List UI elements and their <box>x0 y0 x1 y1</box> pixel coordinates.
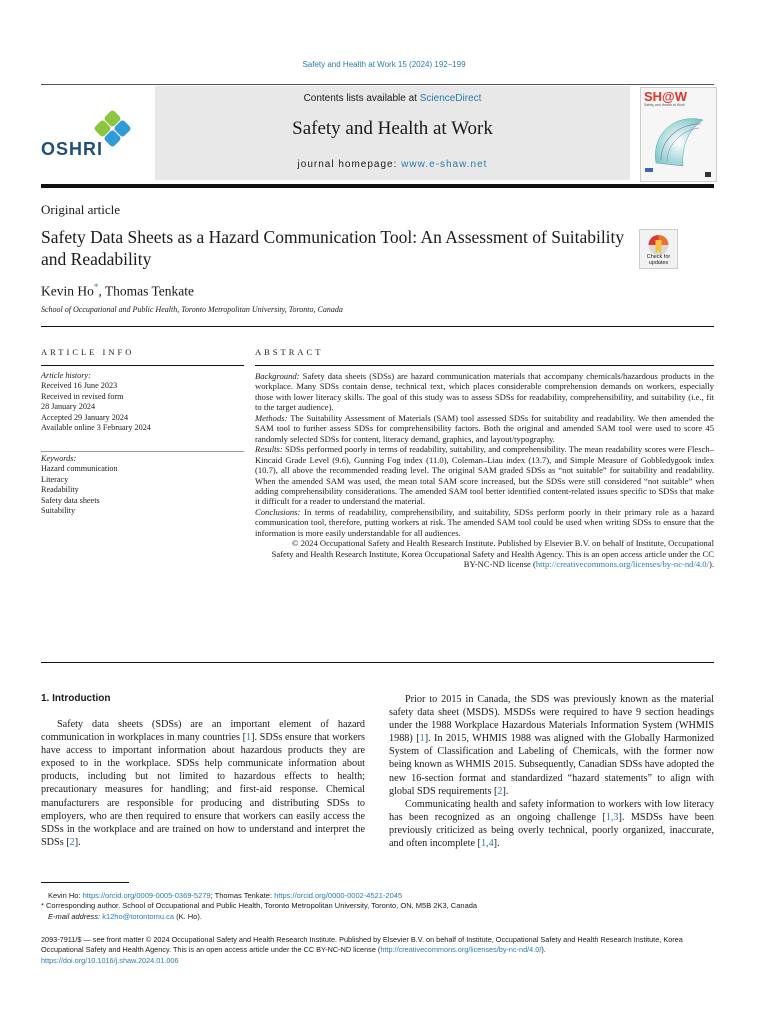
article-title: Safety Data Sheets as a Hazard Communication Tool: An Assessment of Suitability and Readability <box>41 227 625 269</box>
paragraph-text: ]. <box>74 836 81 848</box>
reference-link[interactable]: 1 <box>419 733 425 745</box>
results-text: SDSs performed poorly in terms of readability, suitability, and comprehensibility. The mean readability scores were Flesch–Kincaid Grade Level (9.6), Gunning Fog index (11.0), Coleman–Liau index (13.7), and Simple Measure of Gobbledygook index (10.7), all above the recommended reading level. The original SAM graded SDSs as “not suitable” for suitability and readability. When the amended SAM was used, the mean total SAM score increased, but the SDSs were still considered “not suitable” when adding comprehensibility considerations. The amended SAM tool better identified content-related issues specific to SDSs that make it difficult for a reader to understand the material. <box>255 444 714 507</box>
paragraph-text: Prior to 2015 in Canada, the SDS was previously known as the material safety data sheet (MSDS). MSDSs were required to have 9 section headings under the 1988 Workplace Hazardous Materials Information System (WHMIS 1988) [ <box>389 694 714 745</box>
methods-label: Methods: <box>255 412 288 423</box>
license-link[interactable]: http://creativecommons.org/licenses/by-nc-nd/4.0/ <box>535 559 709 570</box>
article-info-heading: ARTICLE INFO <box>41 347 135 357</box>
header-divider <box>41 84 714 85</box>
orcid-label: ; Thomas Tenkate: <box>210 891 275 900</box>
contents-line <box>155 93 630 104</box>
corresponding-author-marker[interactable]: * <box>93 282 99 292</box>
corresponding-author-note: * Corresponding author. School of Occupational and Public Health, Toronto Metropolitan University, Toronto, ON, M5B 2K3, Canada <box>41 901 478 911</box>
body-column-left <box>41 718 365 849</box>
paragraph-text: Safety data sheets (SDSs) are an important element of hazard communication in workplaces in many countries [ <box>41 719 365 744</box>
intro-paragraph <box>389 693 714 798</box>
background-label: Background: <box>255 371 300 381</box>
keyword: Hazard communication <box>41 464 118 474</box>
cover-brand: SH@W <box>644 89 688 104</box>
homepage-link[interactable]: www.e-shaw.net <box>401 159 488 170</box>
introduction-heading: 1. Introduction <box>41 693 111 704</box>
abstract-results <box>255 444 714 507</box>
intro-paragraph <box>41 718 365 849</box>
abstract-divider <box>255 365 714 366</box>
title-divider <box>41 326 714 327</box>
results-label: Results: <box>255 444 283 455</box>
conclusions-label: Conclusions: <box>255 506 301 517</box>
keywords <box>41 454 246 516</box>
abstract-body <box>255 371 714 570</box>
article-type: Original article <box>41 202 121 217</box>
orcid-line <box>48 891 708 901</box>
contents-prefix: Contents lists available at <box>303 93 420 104</box>
footer-text-end: ). <box>541 945 546 955</box>
footer-license-link[interactable]: http://creativecommons.org/licenses/by-nc-nd/4.0/ <box>380 945 542 955</box>
abstract-end-divider <box>41 662 714 663</box>
email-end: (K. Ho). <box>174 911 202 921</box>
history-item: Accepted 29 January 2024 <box>41 412 129 422</box>
keyword: Literacy <box>41 474 69 484</box>
copyright-end: ). <box>708 559 714 570</box>
history-item: Received 16 June 2023 <box>41 381 118 391</box>
history-item: Received in revised form <box>41 391 124 401</box>
copyright-text: © 2024 Occupational Safety and Health Research Institute. Published by Elsevier B.V. on behalf of Institute, Occupational Safety and Health Research Institute, Korea Occupational Safety and Health Agency. This is an open access article under the CC BY-NC-ND license ( <box>271 538 714 570</box>
paragraph-text: ]. MSDSs have been previously criticized as being overly technical, poorly organized, inaccurate, and often incomplete [ <box>389 811 714 850</box>
history-item: 28 January 2024 <box>41 402 96 412</box>
cover-artwork-icon <box>641 88 716 181</box>
journal-masthead <box>155 86 630 180</box>
cover-subtitle: Safety and Health at Work <box>644 103 685 107</box>
methods-text: The Suitability Assessment of Materials (SAM) tool assessed SDSs for suitability and readability. We then amended the SAM tool to further assess SDSs for comprehensibility factors. Both the original and amended SAM tool were used to score 45 randomly selected SDSs for content, literacy demand, graphics, and layout/typography. <box>255 412 714 444</box>
reference-link[interactable]: 2 <box>69 836 75 848</box>
doi-link[interactable]: https://doi.org/10.1016/j.shaw.2024.01.006 <box>41 955 179 965</box>
orcid-link-tenkate[interactable]: https://orcid.org/0000-0002-4521-2045 <box>274 891 403 900</box>
keyword: Safety data sheets <box>41 495 100 505</box>
background-text: Safety data sheets (SDSs) are hazard communication materials that accompany chemicals/hazardous products in the workplace. Many SDSs contain dense, technical text, which places considerable comprehension demands on workers, especially those with lower literacy skills. The goal of this study was to assess SDSs for readability, comprehensibility, and suitability (i.e., fit to the target audience). <box>255 371 714 413</box>
article-info-divider <box>41 365 244 366</box>
email-line <box>48 912 708 922</box>
sciencedirect-link[interactable]: ScienceDirect <box>419 93 482 104</box>
paragraph-text: ]. SDSs ensure that workers have access to important information about hazardous products they are exposed to in the workplace. SDSs help communicate information about products, including but not limited to hazardous effects to health; precautionary measures for handling; and first-aid response. Chemical manufacturers are responsible for producing and distributing SDSs to employers, who are then required to ensure that workers can easily access the SDSs in the workplace and are trained on how to understand and interpret the SDSs [ <box>41 732 365 848</box>
check-for-updates-badge[interactable] <box>639 229 678 269</box>
publisher-logo <box>40 108 140 160</box>
orcid-label: Kevin Ho: <box>48 891 83 900</box>
journal-cover-thumbnail[interactable] <box>640 87 717 182</box>
keyword: Readability <box>41 485 79 495</box>
reference-link[interactable]: 1 <box>245 732 252 744</box>
paragraph-text: ]. <box>493 838 500 850</box>
orcid-link-ho[interactable]: https://orcid.org/0009-0005-0369-5279 <box>82 891 211 900</box>
intro-paragraph <box>389 798 714 850</box>
email-link[interactable]: k12ho@torontomu.ca <box>102 911 175 921</box>
reference-link[interactable]: 1,3 <box>605 811 619 823</box>
homepage-prefix: journal homepage: <box>297 159 402 170</box>
reference-link[interactable]: 1,4 <box>480 838 494 850</box>
history-item: Available online 3 February 2024 <box>41 423 151 433</box>
copyright-notice <box>255 538 714 569</box>
journal-title: Safety and Health at Work <box>292 118 493 139</box>
keywords-divider <box>41 451 244 452</box>
journal-homepage <box>155 159 630 170</box>
paragraph-text: Communicating health and safety information to workers with low literacy has been recognized as an ongoing challenge [ <box>389 798 714 823</box>
abstract-background <box>255 371 714 413</box>
affiliation: School of Occupational and Public Health, Toronto Metropolitan University, Toronto, Canada <box>41 305 343 314</box>
footer-license <box>41 935 714 956</box>
author-list <box>41 281 194 300</box>
author-ho: Kevin Ho <box>41 283 94 299</box>
footnotes <box>41 891 708 922</box>
journal-citation[interactable] <box>0 60 768 69</box>
abstract-methods <box>255 413 714 444</box>
keywords-label: Keywords: <box>41 454 77 463</box>
page-footer <box>41 935 714 966</box>
body-column-right <box>389 693 714 850</box>
paragraph-text: ]. In 2015, WHMIS 1988 was aligned with the Globally Harmonized System of Classification and Labeling of Chemicals, with the former now being known as WHMIS 2015. Subsequently, Canadian SDSs have adopted the new 16-section format and standardized “hazard statements” to align with global SDS requirements [ <box>389 733 714 797</box>
publisher-logo-text: OSHRI <box>41 139 104 159</box>
masthead-divider <box>41 184 714 188</box>
paragraph-text: ]. <box>502 785 509 797</box>
footnote-divider <box>41 882 129 883</box>
email-label: E-mail address: <box>48 911 103 921</box>
citation-link[interactable]: Safety and Health at Work 15 (2024) 192–199 <box>302 60 466 69</box>
article-history <box>41 371 246 433</box>
history-label: Article history: <box>41 371 91 380</box>
abstract-conclusions <box>255 507 714 538</box>
author-tenkate: , Thomas Tenkate <box>98 283 195 299</box>
reference-link[interactable]: 2 <box>497 785 503 797</box>
conclusions-text: In terms of readability, comprehensibility, and suitability, SDSs perform poorly in their primary role as a hazard communication tool, therefore, putting workers at risk. The amended SAM tool could be used when writing SDSs to ensure that the information is more easily understandable for all audiences. <box>255 506 714 538</box>
abstract-heading: ABSTRACT <box>255 347 324 357</box>
keyword: Suitability <box>41 506 76 516</box>
crossmark-label: Check for updates <box>646 254 671 266</box>
footer-text: 2093-7911/$ — see front matter © 2024 Occupational Safety and Health Research Institute. Published by Elsevier B.V. on behalf of Institute, Occupational Safety and Health Research Institute, Korea Occupational Safety and Health Agency. This is an open access article under the CC BY-NC-ND license ( <box>41 935 683 955</box>
